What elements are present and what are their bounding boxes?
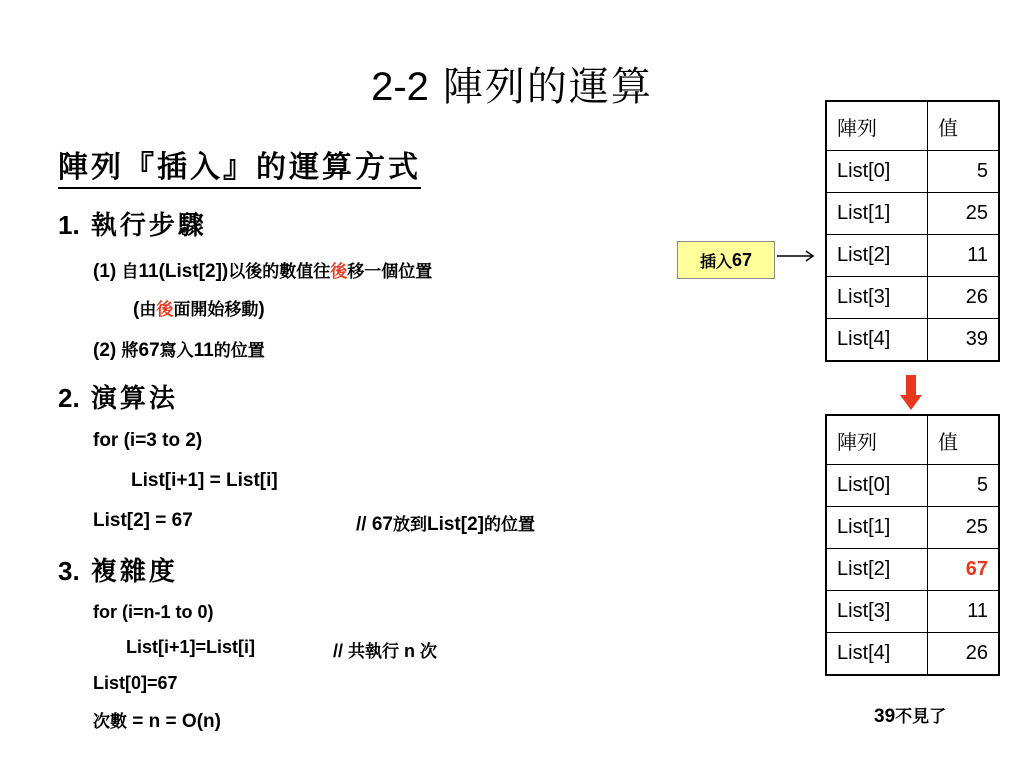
section-heading xyxy=(58,142,421,186)
algorithm-comment xyxy=(356,510,535,536)
array-index-cell: List[1] xyxy=(826,507,928,549)
complexity-line-2: List[i+1]=List[i] xyxy=(126,637,256,657)
array-index-cell: List[2] xyxy=(826,549,928,591)
array-table-after xyxy=(825,414,1000,676)
step-2-text-e: 的位置 xyxy=(213,341,265,361)
array-value-cell: 11 xyxy=(928,235,1000,277)
algorithm-comment-d: 的位置 xyxy=(483,515,535,535)
array-value-cell: 11 xyxy=(928,591,1000,633)
array-value-cell: 39 xyxy=(928,319,1000,362)
step-1b-close-paren: ) xyxy=(258,299,265,320)
table-row xyxy=(826,193,999,235)
section-1-title xyxy=(58,205,207,242)
algorithm-line-3: List[2] = 67 xyxy=(93,510,193,531)
section-3-number: 3. xyxy=(58,556,80,586)
step-1b-text-b: 由 xyxy=(139,300,157,320)
step-1-text-a: 自 xyxy=(121,262,139,282)
complexity-comment-c: n xyxy=(399,641,421,661)
array-index-cell: List[0] xyxy=(826,465,928,507)
array-index-cell: List[2] xyxy=(826,235,928,277)
complexity-comment xyxy=(333,637,437,662)
complexity-count-value: = n = O(n) xyxy=(127,711,221,732)
slide-title-text: 陣列的運算 xyxy=(442,64,653,110)
algorithm-line-2: List[i+1] = List[i] xyxy=(131,470,278,491)
footnote-text: 不見了 xyxy=(895,707,947,727)
section-1-label: 執行步驟 xyxy=(90,211,207,241)
algorithm-comment-c: List[2] xyxy=(426,514,484,535)
section-heading-text: 陣列『插入』的運算方式 xyxy=(58,150,421,189)
table-header-row xyxy=(826,415,999,465)
array-index-cell: List[3] xyxy=(826,277,928,319)
step-1-highlight: 後 xyxy=(330,262,348,282)
step-1-text-b: 11(List[2]) xyxy=(138,261,229,282)
step-2-text-c: 寫入 xyxy=(159,341,194,361)
complexity-comment-d: 次 xyxy=(420,642,438,662)
section-2-number: 2. xyxy=(58,383,80,413)
table-row xyxy=(826,633,999,676)
section-3-label: 複雜度 xyxy=(90,557,178,587)
section-2-label: 演算法 xyxy=(90,384,178,414)
complexity-comment-a: // xyxy=(333,641,349,661)
step-1-text-e: 移一個位置 xyxy=(347,262,433,282)
footnote xyxy=(874,702,946,728)
section-1-number: 1. xyxy=(58,210,80,240)
step-1-line xyxy=(93,257,432,283)
array-index-cell: List[3] xyxy=(826,591,928,633)
step-1-continued-line xyxy=(133,295,265,321)
step-1b-open-paren: ( xyxy=(133,299,140,320)
complexity-count xyxy=(93,707,221,733)
algorithm-line-1: for (i=3 to 2) xyxy=(93,430,203,451)
array-value-cell: 26 xyxy=(928,277,1000,319)
table-row xyxy=(826,507,999,549)
right-arrow-icon xyxy=(777,249,817,263)
step-1-text-c: 以後的數值往 xyxy=(228,262,331,282)
section-3-title xyxy=(58,551,178,588)
complexity-count-label: 次數 xyxy=(93,712,127,732)
insert-badge xyxy=(677,241,775,279)
table-row xyxy=(826,235,999,277)
step-2-text-a: 將 xyxy=(121,341,139,361)
step-2-text-d: 11 xyxy=(193,340,214,361)
footnote-value: 39 xyxy=(874,706,896,727)
array-index-cell: List[1] xyxy=(826,193,928,235)
algorithm-comment-a: // 67 xyxy=(356,514,393,535)
complexity-line-1: for (i=n-1 to 0) xyxy=(93,602,214,622)
table-header-row xyxy=(826,101,999,151)
table-row xyxy=(826,319,999,362)
table-row xyxy=(826,277,999,319)
array-value-cell: 25 xyxy=(928,507,1000,549)
array-index-cell: List[4] xyxy=(826,319,928,362)
step-1-prefix: (1) xyxy=(93,261,122,282)
step-2-line xyxy=(93,336,265,362)
step-1b-highlight: 後 xyxy=(156,300,174,320)
section-2-title xyxy=(58,378,178,415)
array-index-cell: List[4] xyxy=(826,633,928,676)
table-row xyxy=(826,591,999,633)
array-index-cell: List[0] xyxy=(826,151,928,193)
insert-badge-value: 67 xyxy=(731,249,753,270)
table-row xyxy=(826,549,999,591)
complexity-line-3: List[0]=67 xyxy=(93,673,178,693)
step-1b-text-d: 面開始移動 xyxy=(173,300,259,320)
slide-title-number: 2-2 xyxy=(371,65,429,109)
header-array-cell: 陣列 xyxy=(826,101,928,151)
header-value-cell: 值 xyxy=(928,415,1000,465)
insert-badge-label: 插入 xyxy=(699,251,732,271)
array-value-cell: 26 xyxy=(928,633,1000,676)
step-2-prefix: (2) xyxy=(93,340,122,361)
array-value-cell: 5 xyxy=(928,151,1000,193)
array-value-cell: 25 xyxy=(928,193,1000,235)
header-value-cell: 值 xyxy=(928,101,1000,151)
table-row xyxy=(826,151,999,193)
step-2-text-b: 67 xyxy=(138,340,160,361)
algorithm-comment-b: 放到 xyxy=(392,515,427,535)
table-row xyxy=(826,465,999,507)
array-value-cell: 5 xyxy=(928,465,1000,507)
array-value-cell: 67 xyxy=(928,549,1000,591)
down-arrow-icon xyxy=(899,375,923,411)
array-table-before xyxy=(825,100,1000,362)
header-array-cell: 陣列 xyxy=(826,415,928,465)
complexity-comment-b: 共執行 xyxy=(348,642,400,662)
